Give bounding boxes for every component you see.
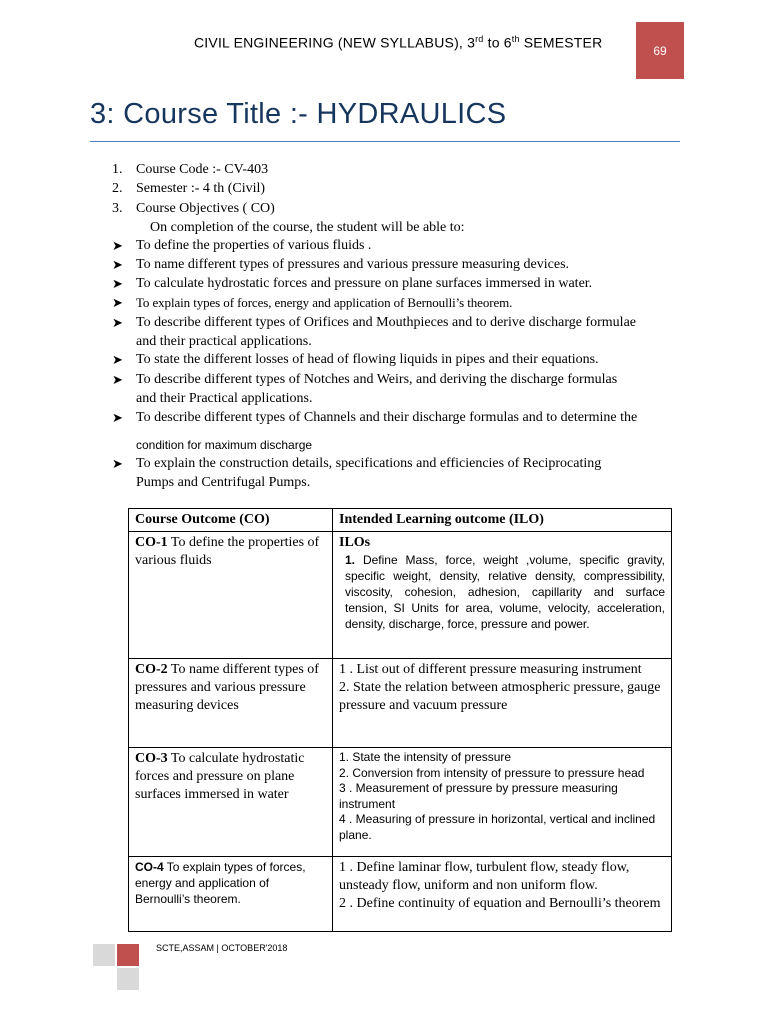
co-text: To calculate hydrostatic forces and pressure on plane surfaces immersed in water — [135, 751, 305, 802]
table-row — [129, 659, 672, 748]
footer-text: SCTE,ASSAM | OCTOBER'2018 — [156, 943, 288, 953]
co-label: CO-3 — [135, 751, 168, 766]
page-number-badge — [636, 22, 684, 79]
course-objectives-heading: Course Objectives ( CO) — [136, 201, 275, 216]
ilo-item: 4 . Measuring of pressure in horizontal, vertical and inclined plane. — [339, 812, 656, 842]
arrow-bullet-icon: ➤ — [112, 352, 123, 367]
list-number: 3. — [112, 201, 123, 216]
arrow-bullet-icon: ➤ — [112, 276, 123, 291]
arrow-bullet-icon: ➤ — [112, 257, 123, 272]
title-divider — [90, 141, 680, 142]
co-label: CO-4 — [135, 860, 164, 874]
ilo-heading: ILOs — [339, 535, 371, 550]
ilo-cell — [333, 857, 672, 932]
table-row — [129, 532, 672, 659]
column-header-co: Course Outcome (CO) — [129, 509, 333, 532]
list-item-continuation: and their Practical applications. — [136, 391, 313, 406]
list-item: To explain the construction details, specifications and efficiencies of Reciprocating — [136, 456, 602, 471]
table-row — [129, 748, 672, 857]
ilo-cell — [333, 659, 672, 748]
ilo-cell — [333, 532, 672, 659]
ilo-item: 2. State the relation between atmospheric pressure, gauge pressure and vacuum pressure — [339, 680, 661, 713]
intro-text: On completion of the course, the student will be able to: — [150, 220, 465, 235]
list-item: To state the different losses of head of flowing liquids in pipes and their equations. — [136, 352, 599, 367]
ilo-cell — [333, 748, 672, 857]
arrow-bullet-icon: ➤ — [112, 372, 123, 387]
co-ilo-table — [128, 508, 672, 932]
co-text: To explain types of forces, energy and application of Bernoulli’s theorem. — [135, 860, 306, 906]
footer-decoration — [93, 944, 115, 966]
ilo-item: 2 . Define continuity of equation and Bernoulli’s theorem — [339, 896, 661, 911]
list-item: To define the properties of various fluids . — [136, 238, 372, 253]
list-item: To describe different types of Notches and Weirs, and deriving the discharge formulas — [136, 372, 618, 387]
list-item-continuation: condition for maximum discharge — [136, 438, 313, 452]
course-code: Course Code :- CV-403 — [136, 162, 269, 177]
running-header: CIVIL ENGINEERING (NEW SYLLABUS), 3rd to 6th SEMESTER — [194, 34, 603, 51]
arrow-bullet-icon: ➤ — [112, 238, 123, 253]
ilo-item-number: 1. — [345, 553, 356, 567]
co-cell — [129, 857, 333, 932]
co-text: To name different types of pressures and various pressure measuring devices — [135, 662, 319, 713]
list-item: To calculate hydrostatic forces and pressure on plane surfaces immersed in water. — [136, 276, 593, 291]
footer-decoration — [117, 944, 139, 966]
column-header-ilo: Intended Learning outcome (ILO) — [333, 509, 672, 532]
co-label: CO-1 — [135, 535, 168, 550]
table-header-row — [129, 509, 672, 532]
arrow-bullet-icon: ➤ — [112, 410, 123, 425]
semester: Semester :- 4 th (Civil) — [136, 181, 266, 196]
arrow-bullet-icon: ➤ — [112, 315, 123, 330]
co-cell — [129, 748, 333, 857]
list-item-continuation: and their practical applications. — [136, 334, 312, 349]
co-label: CO-2 — [135, 662, 168, 677]
list-item: To name different types of pressures and various pressure measuring devices. — [136, 257, 570, 272]
footer-decoration — [117, 968, 139, 990]
page-number: 69 — [653, 43, 667, 58]
co-cell — [129, 659, 333, 748]
ilo-item-text: Define Mass, force, weight ,volume, specific gravity, specific weight, density, relative density, compressibility, viscosity, cohesion, adhesion, capillarity and surface tension, SI Units for area, volume, velocity, acceleration, density, discharge, force, pressure and power. — [345, 553, 665, 631]
ilo-item: 1. State the intensity of pressure — [339, 750, 512, 764]
arrow-bullet-icon: ➤ — [112, 456, 123, 471]
list-item-continuation: Pumps and Centrifugal Pumps. — [136, 475, 311, 490]
ilo-item: 1 . Define laminar flow, turbulent flow, steady flow, unsteady flow, uniform and non uniform flow. — [339, 860, 630, 893]
ilo-item — [339, 552, 665, 632]
list-item: To describe different types of Channels and their discharge formulas and to determine the — [136, 410, 638, 425]
page-title: 3: Course Title :- HYDRAULICS — [90, 98, 507, 130]
co-cell — [129, 532, 333, 659]
ilo-item: 2. Conversion from intensity of pressure to pressure head — [339, 765, 645, 780]
list-item: To explain types of forces, energy and application of Bernoulli’s theorem. — [136, 295, 513, 310]
list-number: 2. — [112, 181, 123, 196]
co-text: To define the properties of various fluids — [135, 535, 320, 568]
list-item: To describe different types of Orifices and Mouthpieces and to derive discharge formulae — [136, 315, 636, 330]
table-row — [129, 857, 672, 932]
ilo-item: 1 . List out of different pressure measuring instrument — [339, 662, 642, 677]
arrow-bullet-icon: ➤ — [112, 295, 123, 310]
list-number: 1. — [112, 162, 123, 177]
ilo-item: 3 . Measurement of pressure by pressure measuring instrument — [339, 781, 618, 811]
